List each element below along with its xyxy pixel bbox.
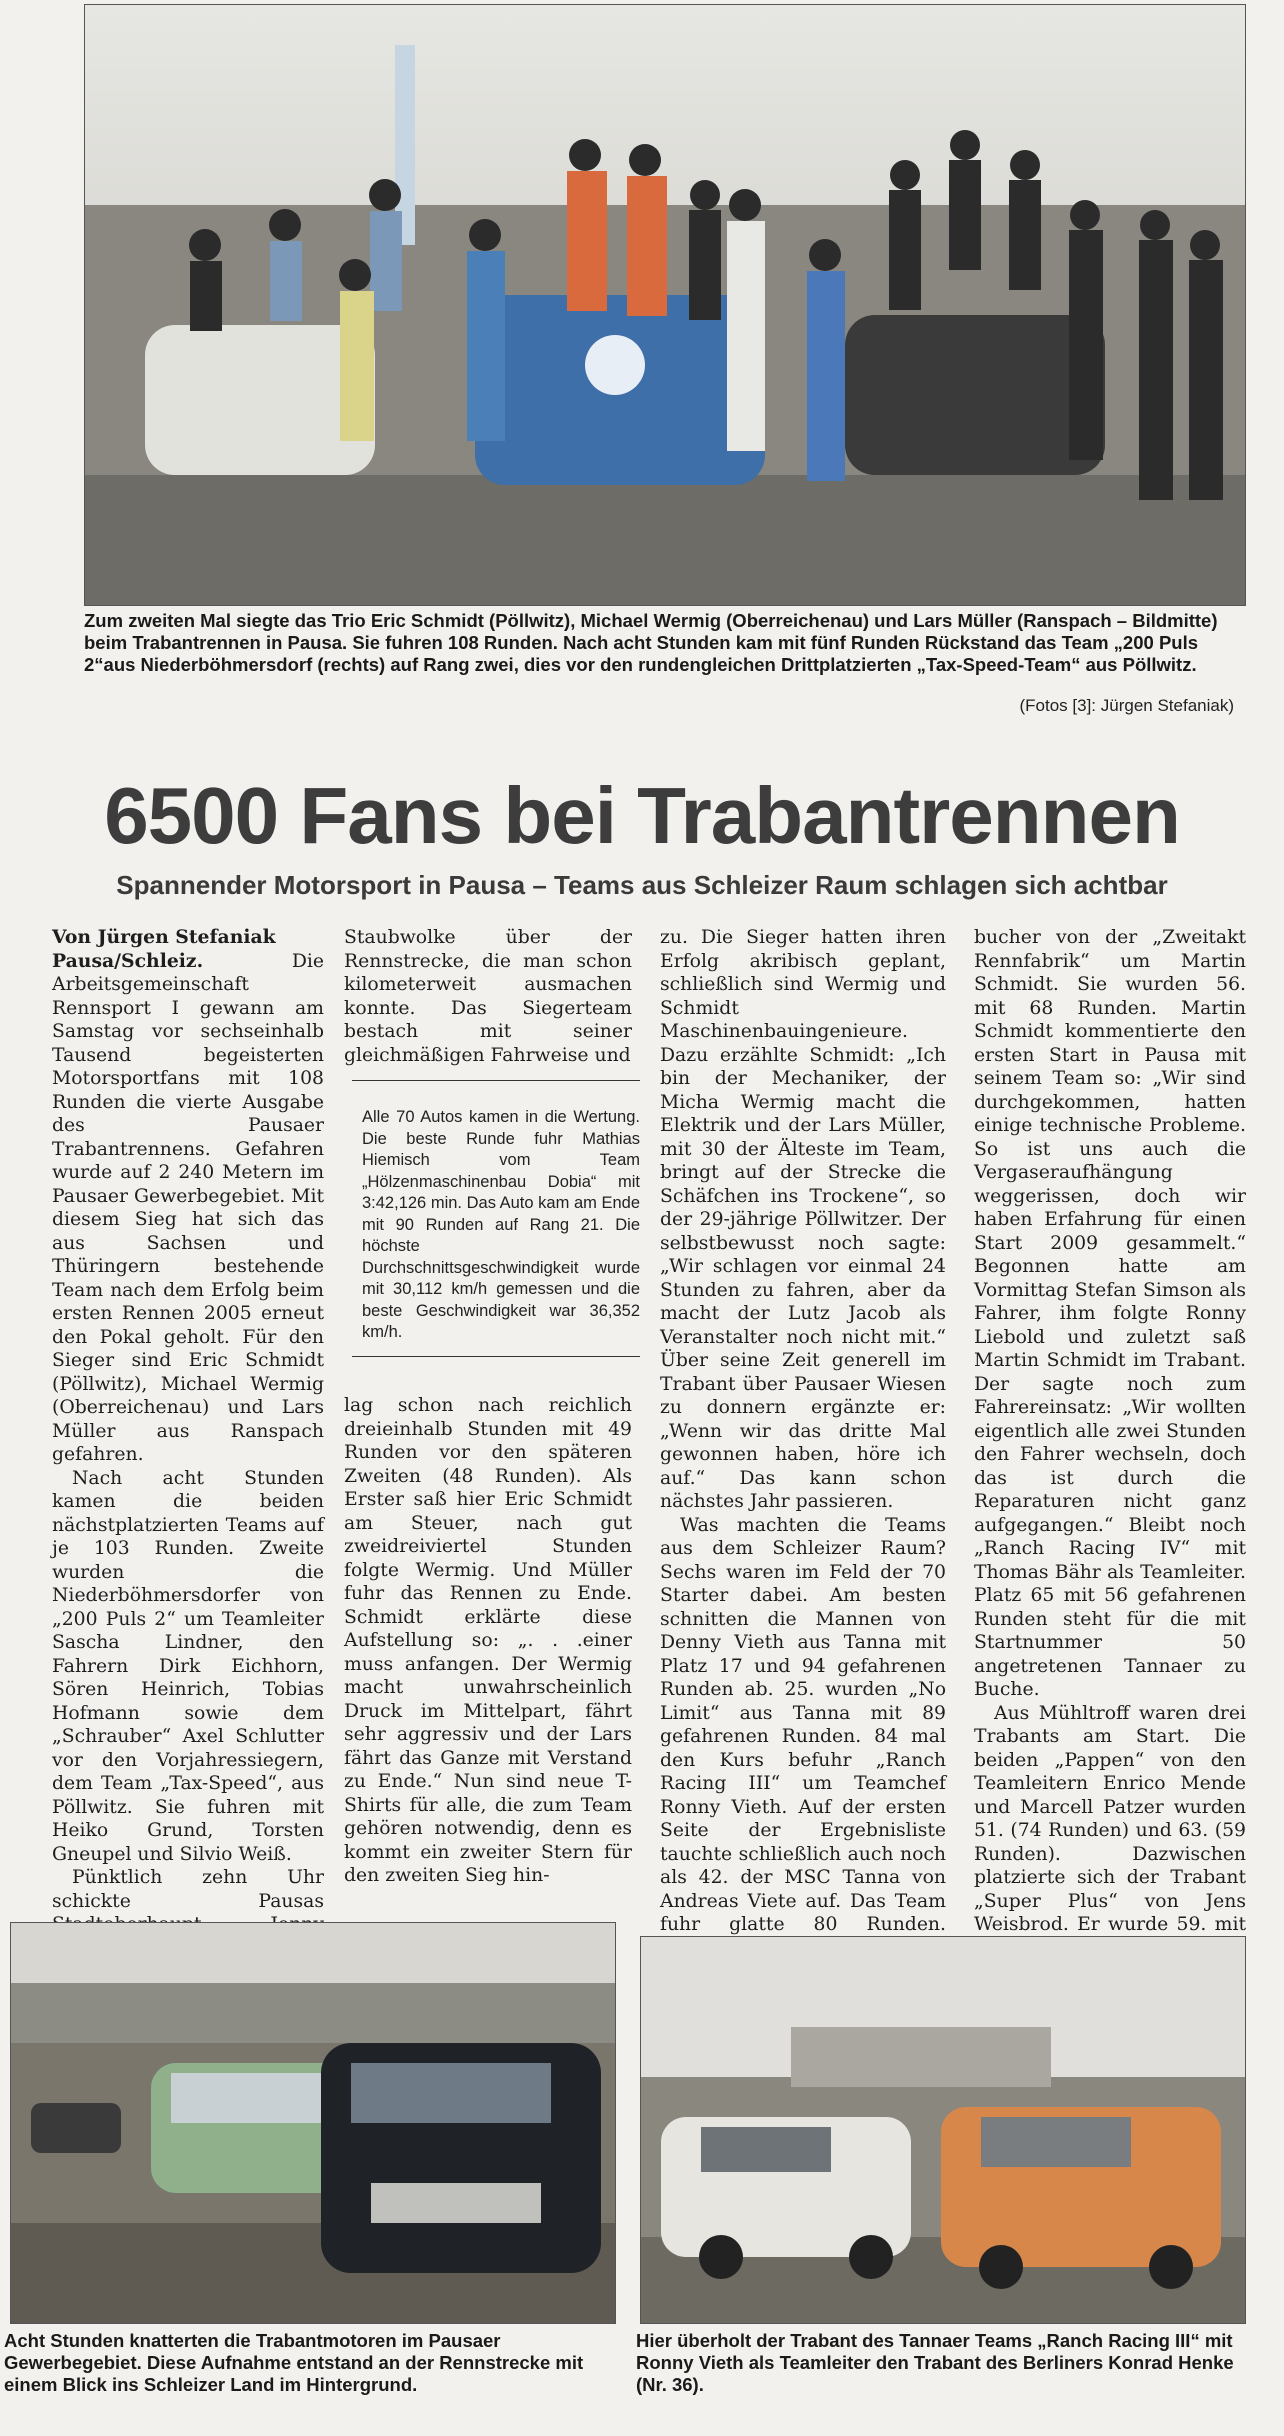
paragraph-text: Die Arbeitsgemeinschaft Rennsport I gewann am Samstag vor sechseinhalb Tausend begeisterten Motorsportfans mit 108 Runden die vierte Ausgabe des Pausaer Trabantrennens. Gefahren wurde auf 2 240 Metern im Pausaer Gewerbegebiet. Mit diesem Sieg hat sich das aus Sachsen und Thüringern bestehende Team nach dem Erfolg beim ersten Rennen 2005 erneut den Pokal geholt. Für den Sieger sind Eric Schmidt (Pöllwitz), Michael Wermig (Oberreichenau) und Lars Müller aus Ranspach gefahren.: [52, 950, 324, 1465]
paragraph: zu. Die Sieger hatten ihren Erfolg akribisch geplant, schließlich sind Wermig und Schmidt Maschinenbauingenieure. Dazu erzählte Schmidt: „Ich bin der Mechaniker, der Micha Wermig macht die Elektrik und der Lars Müller, mit 30 der Älteste im Team, bringt auf der Strecke die Schäfchen ins Trockene“, so der 29-jährige Pöllwitzer. Der selbstbewusst noch sagte: „Wir schlagen vor einmal 24 Stunden zu fahren, aber da macht der Lutz Jacob als Veranstalter noch nicht mit.“ Über seine Zeit generell im Trabant über Pausaer Wiesen zu donnern ergänzte er: „Wenn wir das dritte Mal gewonnen haben, höre ich auf.“ Das kann schon nächstes Jahr passieren.: [660, 927, 946, 1512]
paragraph: Aus Mühltroff waren drei Trabants am Start. Die beiden „Pappen“ von den Teamleitern Enrico Mende und Marcell Patzer wurden 51. (74 Runden) und 63. (59 Runden). Dazwischen platzierte sich der Trabant „Super Plus“ von Jens Weisbrod. Er wurde 59. mit: [974, 1702, 1246, 1935]
race-photo-right: [640, 1936, 1246, 2324]
article-column-3: [660, 926, 946, 1960]
paragraph: lag schon nach reichlich dreieinhalb Stunden mit 49 Runden vor den späteren Zweiten (48 Runden). Als Erster saß hier Eric Schmidt am Steuer, nach gut zweidreiviertel Stunden folgte Wermig. Und Müller fuhr das Rennen zu Ende. Schmidt erklärte diese Aufstellung so: „. . .einer muss anfangen. Der Wermig macht unwahrscheinlich Druck im Mittelpart, fährt sehr aggressiv und der Lars fährt das Ganze mit Verstand zu Ende.“ Nun sind neue T-Shirts für alle, die zum Team gehören notwendig, denn es kommt ein zweiter Stern für den zweiten Sieg hin-: [344, 1395, 632, 1886]
dateline: Pausa/Schleiz.: [52, 949, 204, 972]
article-column-1: [52, 926, 324, 2031]
byline: Von Jürgen Stefaniak: [52, 926, 276, 948]
paragraph: Was machten die Teams aus dem Schleizer Raum? Sechs waren im Feld der 70 Starter dabei. Am besten schnitten die Mannen von Denny Vieth aus Tanna mit Platz 17 und 94 gefahrenen Runden ab. 25. wurden „No Limit“ aus Tanna mit 89 gefahrenen Runden. 84 mal den Kurs befuhr „Ranch Racing III“ um Teamchef Ronny Vieth. Auf der ersten Seite der Ergebnisliste tauchte schließlich auch noch als 42. der MSC Tanna von Andreas Viete auf. Das Team fuhr glatte 80 Runden.: [660, 1514, 946, 1935]
race-photo-left: [10, 1922, 616, 2324]
bottom-left-caption: Acht Stunden knatterten die Trabantmotoren im Pausaer Gewerbegebiet. Diese Aufnahme entstand an der Rennstrecke mit einem Blick ins Schleizer Land im Hintergrund.: [4, 2330, 584, 2395]
top-photo-caption: Zum zweiten Mal siegte das Trio Eric Schmidt (Pöllwitz), Michael Wermig (Oberreichenau) und Lars Müller (Ranspach – Bildmitte) beim Trabantrennen in Pausa. Sie fuhren 108 Runden. Nach acht Stunden kam mit fünf Runden Rückstand das Team „200 Puls 2“aus Niederböhmersdorf (rechts) auf Rang zwei, dies vor den rundengleichen Drittplatzierten „Tax-Speed-Team“ aus Pöllwitz.: [84, 610, 1218, 675]
paragraph: Pünktlich zehn Uhr schickte Pausas: [52, 1867, 324, 1912]
photo-credit: (Fotos [3]: Jürgen Stefaniak): [1019, 696, 1234, 715]
paragraph: [52, 950, 324, 1467]
paragraph: Staubwolke über der Rennstrecke, die man schon kilometerweit ausmachen konnte. Das Siegerteam bestach mit seiner gleichmäßigen Fahrweise und: [344, 927, 632, 1066]
article-column-4: [974, 926, 1246, 1984]
subheadline: Spannender Motorsport in Pausa – Teams aus Schleizer Raum schlagen sich achtbar: [116, 870, 1168, 900]
headline: 6500 Fans bei Trabantrennen: [104, 771, 1180, 860]
team-photo: [84, 4, 1246, 606]
paragraph: bucher von der „Zweitakt Rennfabrik“ um Martin Schmidt. Sie wurden 56. mit 68 Runden. Martin Schmidt kommentierte den ersten Start in Pausa mit seinem Team so: „Wir sind durchgekommen, hatten einige technische Probleme. So ist uns auch die Vergaseraufhängung weggerissen, doch wir haben Erfahrung für einen Start 2009 gesammelt.“ Begonnen hatte am Vormittag Stefan Simson als Fahrer, ihm folgte Ronny Liebold und zuletzt saß Martin Schmidt im Trabant. Der sagte noch zum Fahrereinsatz: „Wir wollten eigentlich alle zwei Stunden den Fahrer wechseln, doch das ist durch die Reparaturen nicht ganz aufgegangen.“ Bleibt noch „Ranch Racing IV“ mit Thomas Bähr als Teamleiter. Platz 65 mit 56 gefahrenen Runden steht für die mit Startnummer 50 angetretenen Tannaer zu Buche.: [974, 927, 1246, 1700]
article-column-2: [344, 926, 632, 1067]
paragraph: Nach acht Stunden kamen die beiden nächstplatzierten Teams auf je 103 Runden. Zweite wurden die Niederböhmersdorfer von „200 Puls 2“ um Teamleiter Sascha Lindner, den Fahrern Dirk Eichhorn, Sören Heinrich, Tobias Hofmann sowie dem „Schrauber“ Axel Schlutter vor den Vorjahressiegern, dem Team „Tax-Speed“, aus Pöllwitz. Sie fuhren mit Heiko Grund, Torsten Gneupel und Silvio Weiß.: [52, 1467, 324, 1865]
bottom-right-caption: Hier überholt der Trabant des Tannaer Teams „Ranch Racing III“ mit Ronny Vieth als Teamleiter den Trabant des Berliners Konrad Henke (Nr. 36).: [636, 2330, 1234, 2395]
info-box: Alle 70 Autos kamen in die Wertung. Die beste Runde fuhr Mathias Hiemisch vom Team „Hölzenmaschinenbau Dobia“ mit 3:42,126 min. Das Auto kam am Ende mit 90 Runden auf Rang 21. Die höchste Durchschnittsgeschwindigkeit wurde mit 30,112 km/h gemessen und die beste Geschwindigkeit war 36,352 km/h.: [352, 1080, 640, 1357]
article-column-2-continued: [344, 1394, 632, 1888]
